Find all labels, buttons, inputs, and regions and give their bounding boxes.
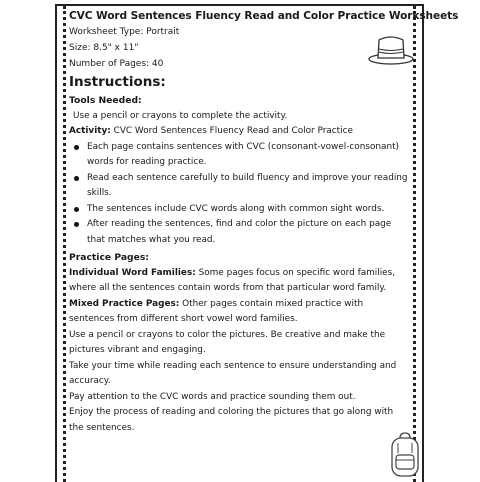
mixed-label: Mixed Practice Pages: [69, 298, 180, 309]
page-count: Number of Pages: 40 [69, 59, 164, 69]
bullet-item: Read each sentence carefully to build fluency and improve your reading skills. [83, 171, 408, 202]
worksheet-type: Worksheet Type: Portrait [69, 27, 180, 37]
bullet-item: The sentences include CVC words along with common sight words. [83, 202, 408, 218]
paragraph: Enjoy the process of reading and coloring the pictures that go along with the sentences. [69, 407, 394, 433]
instruction-bullets [69, 140, 408, 249]
activity-text: CVC Word Sentences Fluency Read and Color Practice [110, 126, 353, 136]
instructions-heading: Instructions: [69, 74, 166, 90]
bullet-item: Each page contains sentences with CVC (consonant-vowel-consonant) words for reading practice. [83, 140, 408, 171]
worksheet-size: Size: 8.5" x 11" [69, 43, 139, 53]
backpack-icon [387, 431, 423, 479]
families-text: Some pages focus on specific word families, where all the sentences contain words from that particular word family. [69, 267, 396, 293]
tools-heading: Tools Needed: [69, 95, 142, 106]
bullet-item: After reading the sentences, find and color the picture on each page that matches what you read. [83, 217, 408, 248]
families-paragraph [69, 266, 408, 297]
left-dotted-border [63, 6, 66, 482]
paragraph: Take your time while reading each sentence to ensure understanding and accuracy. [69, 360, 397, 386]
worksheet-page [55, 4, 459, 482]
mixed-text: Other pages contain mixed practice with sentences from different short vowel word families. [69, 298, 364, 324]
right-dotted-border [413, 6, 416, 482]
activity-label: Activity: [69, 126, 111, 136]
mixed-paragraph [69, 297, 408, 328]
page-title: CVC Word Sentences Fluency Read and Color Practice Worksheets [69, 10, 459, 22]
practice-heading: Practice Pages: [69, 252, 149, 263]
paragraph: Use a pencil or crayons to color the pictures. Be creative and make the pictures vibrant and engaging. [69, 329, 386, 355]
families-label: Individual Word Families: [69, 267, 196, 278]
tools-text: Use a pencil or crayons to complete the activity. [73, 110, 288, 121]
paragraph: Pay attention to the CVC words and practice sounding them out. [69, 391, 356, 402]
worksheet-content [69, 10, 459, 436]
activity-line [69, 124, 408, 140]
